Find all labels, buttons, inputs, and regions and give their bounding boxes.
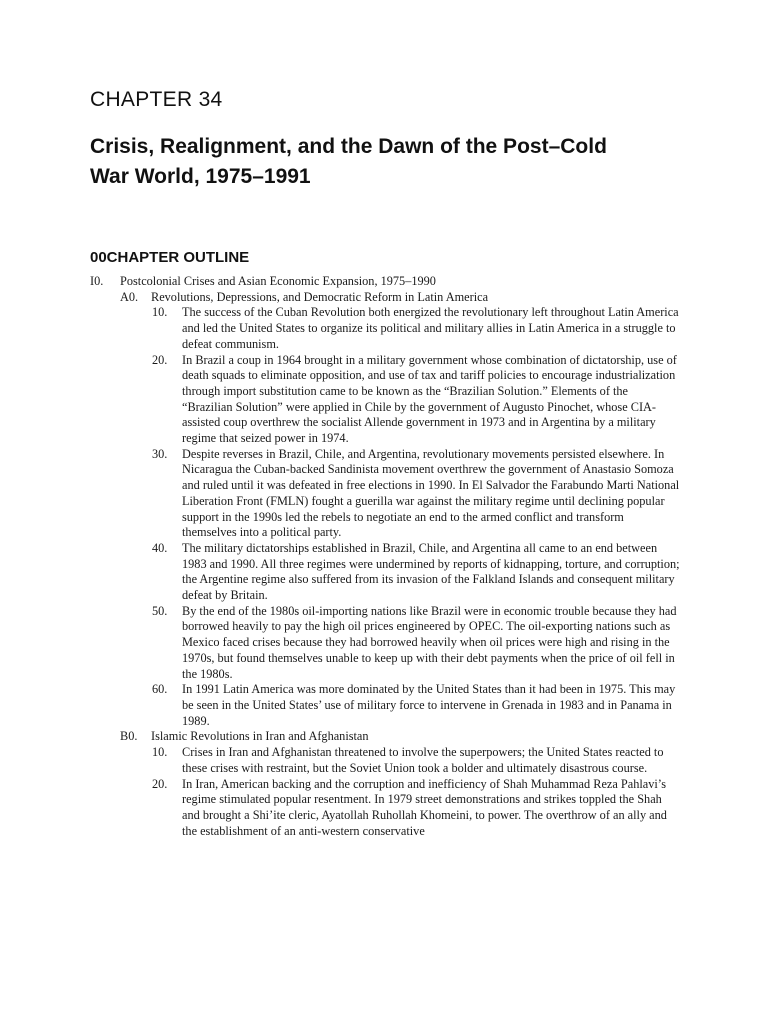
outline-section-i [90,274,680,290]
outline-item [90,447,680,541]
outline-number: 50. [152,603,168,618]
outline-item-text: In 1991 Latin America was more dominated by the United States than it had been in 1975. This may be seen in the United States’ use of military force to intervene in Grenada in 1983 and in Panama in 1989. [182,682,676,728]
outline-subsection-a [90,290,680,306]
outline-item [90,682,680,729]
outline-number: 20. [152,352,168,367]
outline-item-text: By the end of the 1980s oil-importing nations like Brazil were in economic trouble because they had borrowed heavily to pay the high oil prices engineered by OPEC. The oil-exporting nations such as Mexico faced crises because they had borrowed heavily when oil prices were high and rising in the 1970s, but found themselves unable to keep up with their debt payments when the price of oil fell in the 1980s. [182,603,677,681]
outline-number: 10. [152,745,168,760]
outline-number: 60. [152,682,168,697]
outline-subsection-b [90,729,680,745]
outline-item-text: In Iran, American backing and the corruption and inefficiency of Shah Muhammad Reza Pahlavi’s regime stimulated popular resentment. In 1979 street demonstrations and strikes toppled the Shah and brought a Shi’ite cleric, Ayatollah Ruhollah Khomeini, to power. The overthrow of an ally and the establishment of an anti-western conservative [182,776,667,838]
outline-item-text: The military dictatorships established in Brazil, Chile, and Argentina all came to an end between 1983 and 1990. All three regimes were undermined by reports of kidnapping, torture, and corruption; the Argentine regime also suffered from its invasion of the Falkland Islands and consequent military defeat by Britain. [182,540,680,603]
outline-number: 20. [152,776,168,791]
outline-item-text: In Brazil a coup in 1964 brought in a military government whose combination of dictatorship, use of death squads to eliminate opposition, and use of tax and tariff policies to encourage industrialization through import substitution came to be known as the “Brazilian Solution.” Elements of the “Brazilian Solution” were applied in Chile by the government of Augusto Pinochet, whose CIA-assisted coup overthrew the socialist Allende government in 1973 and in Argentina by a military regime that seized power in 1974. [182,352,677,446]
outline-heading: 00CHAPTER OUTLINE [90,249,250,266]
chapter-label: CHAPTER 34 [90,88,223,111]
chapter-outline [90,274,680,839]
outline-item [90,305,680,352]
outline-item-text: Crises in Iran and Afghanistan threatened to involve the superpowers; the United States reacted to these crises with restraint, but the Soviet Union took a bolder and ultimately disastrous course. [182,745,664,775]
chapter-title: Crisis, Realignment, and the Dawn of the Post–Cold War World, 1975–1991 [90,135,607,188]
outline-subsection-title: Islamic Revolutions in Iran and Afghanistan [151,729,369,744]
outline-item [90,745,680,776]
outline-section-title: Postcolonial Crises and Asian Economic Expansion, 1975–1990 [120,274,436,288]
outline-number: B0. [120,729,138,744]
outline-subsection-title: Revolutions, Depressions, and Democratic Reform in Latin America [151,289,489,304]
outline-item-text: The success of the Cuban Revolution both energized the revolutionary left throughout Latin America and led the United States to organize its political and military allies in Latin America in a struggle to defeat communism. [182,305,679,351]
outline-item [90,777,680,840]
outline-number: 10. [152,305,168,320]
outline-number: I0. [90,274,104,288]
outline-number: 30. [152,446,168,461]
outline-item [90,353,680,447]
outline-number: A0. [120,289,139,304]
outline-item [90,541,680,604]
outline-number: 40. [152,540,168,555]
outline-item [90,604,680,683]
outline-item-text: Despite reverses in Brazil, Chile, and Argentina, revolutionary movements persisted elsewhere. In Nicaragua the Cuban-backed Sandinista movement overthrew the government of Anastasio Somoza and ruled until it was defeated in free elections in 1990. In El Salvador the Farabundo Marti National Liberation Front (FMLN) fought a guerilla war against the military regime until declining popular support in the 1990s led the rebels to negotiate an end to the armed conflict and transform themselves into a political party. [182,446,680,540]
